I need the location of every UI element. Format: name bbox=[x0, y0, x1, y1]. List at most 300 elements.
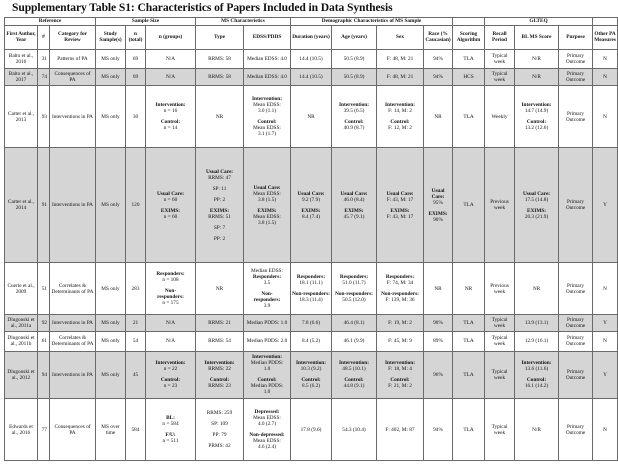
cell-other-pa-measures: Y bbox=[593, 315, 618, 332]
cell-edss-pdds bbox=[244, 399, 291, 461]
column-header-purpose: Purpose bbox=[559, 25, 593, 49]
cell-ref-number: 61 bbox=[38, 331, 50, 351]
cell-recall-period: Previous week bbox=[485, 263, 515, 315]
cell-line: 4.6 (2.4) bbox=[257, 444, 277, 451]
cell-line: Median EDSS: bbox=[251, 268, 283, 275]
cell-bl-ms-score: N/R bbox=[515, 50, 559, 69]
cell-bl-ms-score: N/R bbox=[515, 68, 559, 86]
cell-type bbox=[196, 148, 244, 263]
cell-n-groups bbox=[146, 148, 196, 263]
cell-line: 18.3 (11.4) bbox=[299, 297, 323, 304]
cell-line: BL: bbox=[166, 415, 175, 422]
table-row bbox=[5, 68, 618, 86]
cell-other-pa-measures: N bbox=[593, 86, 618, 148]
cell-line: Usual Care: bbox=[386, 190, 414, 197]
cell-line: responders: bbox=[157, 294, 184, 301]
cell-line: 8.5 (6.2) bbox=[301, 383, 321, 390]
cell-study-samples: MS only bbox=[96, 351, 126, 399]
cell-line: Responders: bbox=[339, 274, 369, 281]
cell-bl-ms-score: N/R bbox=[515, 399, 559, 461]
cell-purpose: Primary Outcome bbox=[559, 315, 593, 332]
cell-n-total: 69 bbox=[126, 68, 146, 86]
cell-line: F: 14, M: 2 bbox=[388, 108, 412, 115]
cell-age bbox=[332, 86, 377, 148]
cell-sex bbox=[377, 263, 424, 315]
cell-study-samples: MS over time bbox=[96, 399, 126, 461]
cell-line: Control: bbox=[344, 377, 364, 384]
cell-scoring-algorithm: TLA bbox=[453, 399, 485, 461]
cell-category-for-review: Interventions in PA bbox=[50, 315, 96, 332]
cell-line: F: 139, M: 36 bbox=[385, 297, 415, 304]
cell-line: Responders: bbox=[252, 274, 282, 281]
cell-duration: 8.4 (5.2) bbox=[291, 331, 332, 351]
cell-line: n = 60 bbox=[163, 196, 178, 203]
cell-line: 9.2 (7.9) bbox=[301, 196, 321, 203]
column-header-age: Age (years) bbox=[332, 25, 377, 49]
cell-line: Control: bbox=[390, 119, 410, 126]
cell-ref-number: 93 bbox=[38, 86, 50, 148]
column-header-bl-ms-score: BL MS Score bbox=[515, 25, 559, 49]
cell-sex: F: 19, M: 2 bbox=[377, 315, 424, 332]
cell-line: RRMS: 51 bbox=[208, 213, 231, 220]
cell-line: Usual Care: bbox=[431, 187, 445, 200]
table-title: Supplementary Table S1: Characteristics of Papers Included in Data Synthesis bbox=[12, 1, 393, 14]
cell-line: Median PDDS: bbox=[250, 360, 284, 367]
cell-other-pa-measures: N bbox=[593, 399, 618, 461]
column-header-first-author-year: First Author, Year bbox=[5, 25, 38, 49]
cell-line: Intervention: bbox=[251, 96, 282, 103]
cell-line: Usual Care: bbox=[253, 184, 281, 191]
cell-line: Mean EDSS: bbox=[253, 190, 281, 197]
cell-line: 46.0 (8.4) bbox=[343, 196, 365, 203]
column-header-duration: Duration (years) bbox=[291, 25, 332, 49]
cell-line: PRMS: 42 bbox=[208, 443, 231, 450]
cell-line: 44.8 (9.1) bbox=[343, 383, 365, 390]
table-row bbox=[5, 86, 618, 148]
cell-duration: NR bbox=[291, 86, 332, 148]
cell-category-for-review: Consequences of PA bbox=[50, 68, 96, 86]
group-header-ms-characteristics: MS Characteristics bbox=[196, 18, 291, 26]
cell-line: n = 60 bbox=[163, 213, 178, 220]
cell-line: 20.3 (21.9) bbox=[524, 213, 549, 220]
cell-line: SP: 11 bbox=[212, 185, 227, 192]
table-row bbox=[5, 50, 618, 69]
cell-bl-ms-score: NR bbox=[515, 263, 559, 315]
cell-line: 1.0 bbox=[263, 366, 271, 373]
cell-n-total: 45 bbox=[126, 351, 146, 399]
cell-line: Intervention: bbox=[204, 360, 235, 367]
table-row bbox=[5, 351, 618, 399]
cell-line: n = 14 bbox=[163, 125, 178, 132]
cell-type: RRMS: 58 bbox=[196, 50, 244, 69]
cell-sex bbox=[377, 148, 424, 263]
cell-line: n = 22 bbox=[163, 366, 178, 373]
cell-line: EXIMS: bbox=[344, 207, 364, 214]
cell-line: F: 74, M: 34 bbox=[386, 280, 414, 287]
cell-line: Intervention: bbox=[338, 360, 369, 367]
cell-first-author-year: Carter et al., 2014 bbox=[5, 148, 38, 263]
cell-line: Non-depressed: bbox=[249, 432, 285, 439]
cell-duration bbox=[291, 148, 332, 263]
cell-other-pa-measures: Y bbox=[593, 148, 618, 263]
cell-category-for-review: Consequences of PA bbox=[50, 399, 96, 461]
cell-study-samples: MS only bbox=[96, 86, 126, 148]
cell-line: Usual Care: bbox=[156, 190, 185, 197]
group-header-glteq: GLTEQ bbox=[485, 18, 593, 26]
cell-line: 4.0 (2.7) bbox=[257, 421, 277, 428]
table-row bbox=[5, 148, 618, 263]
cell-line: Mean EDSS: bbox=[253, 415, 281, 422]
cell-type: NR bbox=[196, 263, 244, 315]
cell-edss-pdds bbox=[244, 263, 291, 315]
cell-line: 1.0 bbox=[263, 389, 271, 396]
cell-n-total: 584 bbox=[126, 399, 146, 461]
cell-sex bbox=[377, 86, 424, 148]
cell-n-groups: N/A bbox=[146, 315, 196, 332]
cell-edss-pdds bbox=[244, 148, 291, 263]
cell-category-for-review: Interventions in PA bbox=[50, 351, 96, 399]
cell-n-groups: N/A bbox=[146, 68, 196, 86]
cell-duration: 14.4 (10.5) bbox=[291, 68, 332, 86]
cell-race: 96% bbox=[424, 351, 453, 399]
cell-line: EXIMS: bbox=[257, 207, 277, 214]
column-header-row bbox=[5, 25, 618, 49]
cell-recall-period: Typical week bbox=[485, 331, 515, 351]
cell-study-samples: MS only bbox=[96, 50, 126, 69]
cell-purpose: Primary Outcome bbox=[559, 86, 593, 148]
cell-first-author-year: Dlugonski et al., 2011b bbox=[5, 331, 38, 351]
cell-race: 94% bbox=[424, 399, 453, 461]
cell-line: Intervention: bbox=[384, 360, 415, 367]
cell-study-samples: MS only bbox=[96, 263, 126, 315]
cell-line: F: 18, M: 4 bbox=[388, 366, 412, 373]
cell-n-groups bbox=[146, 263, 196, 315]
cell-line: Usual Care: bbox=[340, 190, 368, 197]
cell-purpose: Primary Outcome bbox=[559, 68, 593, 86]
cell-recall-period: Typical week bbox=[485, 50, 515, 69]
cell-line: Non-responders: bbox=[292, 291, 330, 298]
cell-n-total: 283 bbox=[126, 263, 146, 315]
cell-line: Intervention: bbox=[155, 102, 186, 109]
cell-line: Intervention: bbox=[295, 360, 326, 367]
cell-line: Non-responders: bbox=[381, 291, 419, 298]
cell-line: Control: bbox=[301, 377, 321, 384]
cell-line: Mean EDSS: bbox=[253, 438, 281, 445]
cell-race: NR bbox=[424, 86, 453, 148]
cell-first-author-year: Edwards et al., 2016 bbox=[5, 399, 38, 461]
group-header-blank bbox=[593, 18, 618, 26]
cell-line: Control: bbox=[390, 377, 410, 384]
cell-n-total: 54 bbox=[126, 331, 146, 351]
cell-purpose: Primary Outcome bbox=[559, 331, 593, 351]
table-row bbox=[5, 315, 618, 332]
cell-recall-period: Typical week bbox=[485, 315, 515, 332]
cell-type: RRMS: 21 bbox=[196, 315, 244, 332]
cell-line: 40.9 (8.7) bbox=[343, 125, 365, 132]
cell-n-groups bbox=[146, 351, 196, 399]
cell-line: 45.7 (9.1) bbox=[343, 213, 365, 220]
cell-purpose: Primary Outcome bbox=[559, 351, 593, 399]
cell-race: 94% bbox=[424, 50, 453, 69]
cell-line: 13.2 (12.6) bbox=[524, 125, 549, 132]
cell-scoring-algorithm: HCS bbox=[453, 68, 485, 86]
cell-line: Responders: bbox=[385, 274, 415, 281]
cell-line: 13.6 (11.6) bbox=[524, 366, 549, 373]
cell-bl-ms-score bbox=[515, 351, 559, 399]
cell-scoring-algorithm: TLA bbox=[453, 86, 485, 148]
cell-duration bbox=[291, 263, 332, 315]
cell-age bbox=[332, 263, 377, 315]
cell-line: Mean EDSS: bbox=[253, 213, 281, 220]
cell-scoring-algorithm: TLA bbox=[453, 331, 485, 351]
cell-type: NR bbox=[196, 86, 244, 148]
cell-line: Usual Care: bbox=[205, 168, 234, 175]
cell-line: Control: bbox=[160, 377, 181, 384]
cell-ref-number: 92 bbox=[38, 315, 50, 332]
cell-ref-number: 74 bbox=[38, 68, 50, 86]
cell-line: SP: 109 bbox=[211, 421, 228, 428]
cell-age: 50.5 (8.9) bbox=[332, 50, 377, 69]
column-header-sex: Sex bbox=[377, 25, 424, 49]
column-header-ref-number: # bbox=[38, 25, 50, 49]
cell-line: 90% bbox=[433, 216, 443, 223]
cell-line: RRMS: 22 bbox=[208, 366, 231, 373]
cell-n-total: 120 bbox=[126, 148, 146, 263]
cell-duration: 17.8 (9.6) bbox=[291, 399, 332, 461]
column-header-race: Race (% Caucasian) bbox=[424, 25, 453, 49]
cell-ref-number: 31 bbox=[38, 50, 50, 69]
cell-line: Usual Care: bbox=[297, 190, 325, 197]
table-row bbox=[5, 399, 618, 461]
cell-line: PP: 2 bbox=[213, 235, 226, 242]
group-header-row bbox=[5, 18, 618, 26]
cell-duration bbox=[291, 351, 332, 399]
cell-study-samples: MS only bbox=[96, 331, 126, 351]
cell-line: F/U: bbox=[165, 432, 176, 439]
cell-line: 39.5 (6.5) bbox=[343, 108, 365, 115]
cell-other-pa-measures: N bbox=[593, 50, 618, 69]
cell-age: 50.5 (8.9) bbox=[332, 68, 377, 86]
cell-line: Depressed: bbox=[254, 409, 280, 416]
cell-line: F: 12, M: 2 bbox=[388, 125, 412, 132]
group-header-blank bbox=[453, 18, 485, 26]
cell-line: Mean EDSS: bbox=[253, 125, 281, 132]
cell-line: Control: bbox=[160, 119, 181, 126]
cell-line: Intervention: bbox=[338, 102, 369, 109]
cell-age bbox=[332, 148, 377, 263]
cell-age: 54.3 (10.4) bbox=[332, 399, 377, 461]
cell-n-groups: N/A bbox=[146, 50, 196, 69]
cell-first-author-year: Balto et al., 2017 bbox=[5, 68, 38, 86]
cell-scoring-algorithm: TLA bbox=[453, 50, 485, 69]
cell-line: F: 43, M: 17 bbox=[386, 213, 414, 220]
cell-study-samples: MS only bbox=[96, 148, 126, 263]
cell-line: 14.7 (14.9) bbox=[524, 108, 549, 115]
cell-line: 3.9 bbox=[263, 303, 271, 310]
cell-category-for-review: Correlates & Determinants of PA bbox=[50, 263, 96, 315]
cell-line: Non- bbox=[164, 288, 177, 295]
cell-edss-pdds: Median PDDS: 2.0 bbox=[244, 331, 291, 351]
cell-line: EXIMS: bbox=[526, 207, 547, 214]
cell-line: RRMS: 259 bbox=[206, 410, 233, 417]
cell-edss-pdds: Median PDDS: 1.0 bbox=[244, 315, 291, 332]
cell-category-for-review: Patterns of PA bbox=[50, 50, 96, 69]
cell-line: Non- bbox=[261, 291, 273, 298]
cell-line: Intervention: bbox=[521, 360, 552, 367]
cell-line: 10.3 (9.2) bbox=[300, 366, 322, 373]
cell-line: n = 511 bbox=[162, 438, 179, 445]
cell-line: 51.0 (11.7) bbox=[342, 280, 366, 287]
cell-recall-period: Typical week bbox=[485, 68, 515, 86]
cell-purpose: Primary Outcome bbox=[559, 399, 593, 461]
cell-other-pa-measures: N bbox=[593, 68, 618, 86]
cell-age bbox=[332, 351, 377, 399]
cell-scoring-algorithm: TLA bbox=[453, 148, 485, 263]
column-header-other-pa-measures: Other PA Measures bbox=[593, 25, 618, 49]
cell-other-pa-measures: N bbox=[593, 331, 618, 351]
cell-ref-number: 77 bbox=[38, 399, 50, 461]
cell-line: PP: 79 bbox=[212, 432, 227, 439]
cell-scoring-algorithm: TLA bbox=[453, 315, 485, 332]
cell-bl-ms-score: 12.9 (16.1) bbox=[515, 331, 559, 351]
column-header-recall-period: Recall Period bbox=[485, 25, 515, 49]
cell-sex: F: 48, M: 21 bbox=[377, 50, 424, 69]
column-header-category-for-review: Category for Review bbox=[50, 25, 96, 49]
cell-race bbox=[424, 148, 453, 263]
cell-line: Non-responders: bbox=[335, 291, 373, 298]
cell-line: 16.1 (14.2) bbox=[524, 383, 549, 390]
cell-ref-number: 94 bbox=[38, 351, 50, 399]
cell-line: responders: bbox=[253, 297, 281, 304]
group-header-reference: Reference bbox=[5, 18, 96, 26]
cell-line: 3.1 (1.7) bbox=[257, 131, 277, 138]
cell-line: Control: bbox=[526, 377, 547, 384]
group-header-demographic: Demographic Characteristics of MS Sample bbox=[291, 18, 453, 26]
cell-race: 90% bbox=[424, 315, 453, 332]
cell-line: Intervention: bbox=[521, 102, 552, 109]
cell-study-samples: MS only bbox=[96, 68, 126, 86]
cell-bl-ms-score bbox=[515, 148, 559, 263]
table-row bbox=[5, 263, 618, 315]
cell-line: 50.5 (12.0) bbox=[342, 297, 366, 304]
cell-line: RRMS: 47 bbox=[208, 174, 231, 181]
cell-line: Intervention: bbox=[155, 360, 186, 367]
cell-bl-ms-score: 13.9 (13.1) bbox=[515, 315, 559, 332]
cell-line: 95% bbox=[433, 199, 443, 206]
cell-recall-period: Typical week bbox=[485, 351, 515, 399]
cell-line: EXIMS: bbox=[209, 207, 230, 214]
cell-ref-number: 51 bbox=[38, 263, 50, 315]
cell-first-author-year: Dlugonski et al., 2011a bbox=[5, 315, 38, 332]
cell-first-author-year: Balto et al., 2016 bbox=[5, 50, 38, 69]
cell-study-samples: MS only bbox=[96, 315, 126, 332]
cell-line: SP: 7 bbox=[213, 224, 226, 231]
cell-line: Intervention: bbox=[384, 102, 415, 109]
cell-scoring-algorithm: TLA bbox=[453, 351, 485, 399]
cell-line: EXIMS: bbox=[301, 207, 321, 214]
cell-duration: 14.4 (10.5) bbox=[291, 50, 332, 69]
cell-n-groups bbox=[146, 399, 196, 461]
characteristics-table bbox=[4, 17, 618, 461]
cell-ref-number: 91 bbox=[38, 148, 50, 263]
cell-line: 18.1 (11.1) bbox=[299, 280, 323, 287]
cell-line: 3.8 (1.5) bbox=[257, 219, 277, 226]
column-header-study-samples: Study Sample(s) bbox=[96, 25, 126, 49]
cell-line: Usual Care: bbox=[522, 190, 551, 197]
cell-purpose: Primary Outcome bbox=[559, 50, 593, 69]
cell-n-total: 69 bbox=[126, 50, 146, 69]
cell-other-pa-measures: Y bbox=[593, 351, 618, 399]
cell-category-for-review: Interventions in PA bbox=[50, 148, 96, 263]
column-header-scoring-algorithm: Scoring Algorithm bbox=[453, 25, 485, 49]
cell-line: EXIMS: bbox=[160, 207, 181, 214]
cell-type: RRMS: 58 bbox=[196, 68, 244, 86]
cell-sex: F: 402, M: 87 bbox=[377, 399, 424, 461]
cell-line: n = 23 bbox=[163, 383, 178, 390]
cell-line: Mean EDSS: bbox=[253, 102, 281, 109]
cell-recall-period: Typical week bbox=[485, 399, 515, 461]
cell-line: Control: bbox=[209, 377, 230, 384]
column-header-n-total: n (total) bbox=[126, 25, 146, 49]
cell-recall-period: Weekly bbox=[485, 86, 515, 148]
cell-line: Control: bbox=[257, 119, 277, 126]
cell-sex: F: 45, M: 9 bbox=[377, 331, 424, 351]
cell-race: 94% bbox=[424, 68, 453, 86]
cell-line: 17.5 (14.8) bbox=[524, 196, 549, 203]
cell-sex bbox=[377, 351, 424, 399]
cell-edss-pdds: Median EDSS: 4.0 bbox=[244, 68, 291, 86]
cell-type bbox=[196, 399, 244, 461]
cell-category-for-review: Correlates & Determinants of PA bbox=[50, 331, 96, 351]
cell-line: Intervention: bbox=[251, 354, 282, 361]
cell-line: Median PDDS: bbox=[250, 383, 284, 390]
cell-line: Responders: bbox=[296, 274, 326, 281]
cell-edss-pdds bbox=[244, 86, 291, 148]
cell-line: n = 16 bbox=[163, 108, 178, 115]
column-header-edss-pdds: EDSS/PDDS bbox=[244, 25, 291, 49]
cell-type: RRMS: 54 bbox=[196, 331, 244, 351]
cell-race: NR bbox=[424, 263, 453, 315]
cell-line: 3.0 (1.1) bbox=[257, 108, 277, 115]
cell-line: PP: 2 bbox=[213, 196, 226, 203]
cell-category-for-review: Interventions in PA bbox=[50, 86, 96, 148]
cell-line: Control: bbox=[526, 119, 547, 126]
column-header-n-groups: n (groups) bbox=[146, 25, 196, 49]
cell-line: 3.5 bbox=[263, 280, 271, 287]
cell-n-total: 30 bbox=[126, 86, 146, 148]
cell-n-total: 21 bbox=[126, 315, 146, 332]
cell-duration: 7.8 (6.6) bbox=[291, 315, 332, 332]
cell-age: 46.4 (8.1) bbox=[332, 315, 377, 332]
cell-edss-pdds: Median EDSS: 4.0 bbox=[244, 50, 291, 69]
cell-line: F: 21, M: 2 bbox=[388, 383, 412, 390]
cell-line: 48.5 (10.1) bbox=[342, 366, 366, 373]
cell-bl-ms-score bbox=[515, 86, 559, 148]
cell-line: n = 108 bbox=[162, 277, 179, 284]
cell-n-groups bbox=[146, 86, 196, 148]
table-row bbox=[5, 331, 618, 351]
cell-type bbox=[196, 351, 244, 399]
cell-race: 89% bbox=[424, 331, 453, 351]
cell-line: 8.4 (7.4) bbox=[301, 213, 321, 220]
cell-recall-period: Previous week bbox=[485, 148, 515, 263]
cell-age: 46.1 (9.9) bbox=[332, 331, 377, 351]
cell-line: EXIMS: bbox=[390, 207, 410, 214]
cell-line: n = 175 bbox=[162, 300, 179, 307]
cell-line: EXIMS: bbox=[428, 210, 448, 217]
cell-first-author-year: Carter et al., 2013 bbox=[5, 86, 38, 148]
cell-line: n = 584 bbox=[162, 421, 179, 428]
